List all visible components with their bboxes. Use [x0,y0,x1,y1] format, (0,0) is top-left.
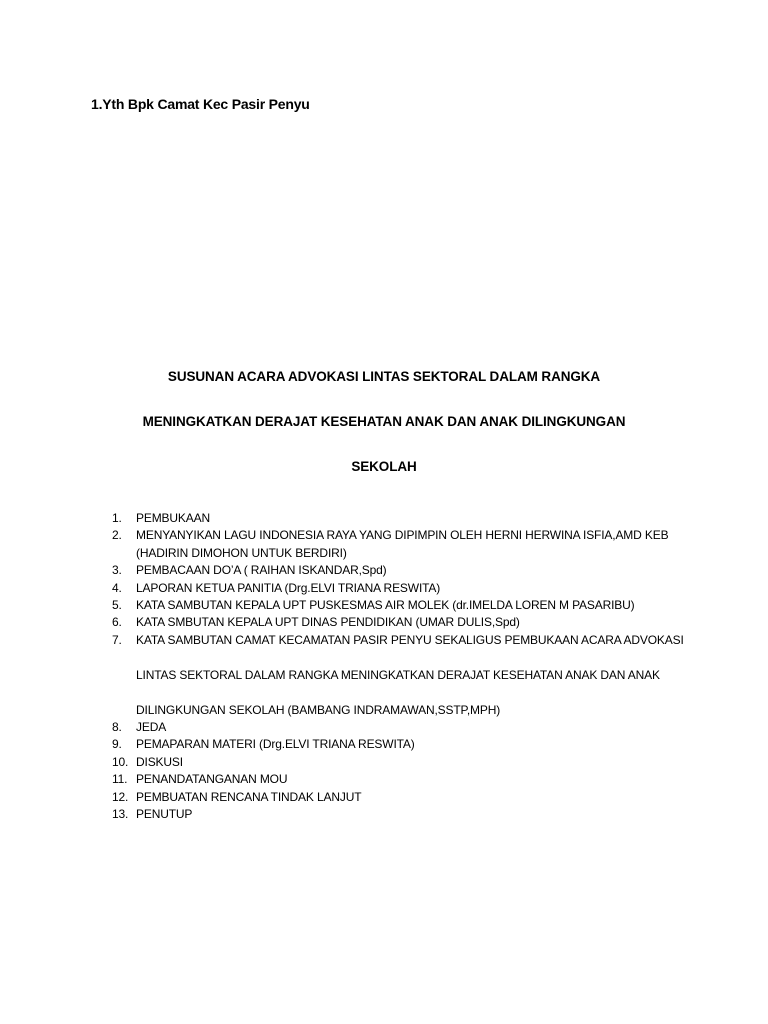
agenda-item-3 [0,562,768,579]
agenda-item-12 [0,789,768,806]
agenda-item-text: KATA SMBUTAN KEPALA UPT DINAS PENDIDIKAN (UMAR DULIS,Spd) [136,615,520,630]
agenda-item-text: PEMAPARAN MATERI (Drg.ELVI TRIANA RESWITA) [136,737,415,752]
agenda-item-text: PEMBACAAN DO’A ( RAIHAN ISKANDAR,Spd) [136,563,387,578]
agenda-title-line-2: MENINGKATKAN DERAJAT KESEHATAN ANAK DAN ANAK DILINGKUNGAN [142,414,626,429]
agenda-item-number: 6. [112,615,122,630]
agenda-item-number: 3. [112,563,122,578]
agenda-item-7 [0,632,768,649]
agenda-title-line-3: SEKOLAH [351,459,417,474]
agenda-item-text: KATA SAMBUTAN KEPALA UPT PUSKESMAS AIR MOLEK (dr.IMELDA LOREN M PASARIBU) [136,597,635,612]
agenda-item-2 [0,527,768,544]
agenda-item-number: 11. [112,772,128,787]
agenda-item-number: 2. [112,528,122,543]
agenda-item-4 [0,580,768,597]
agenda-item-text: PENUTUP [136,807,193,822]
agenda-item-8 [0,719,768,736]
agenda-item-text: LAPORAN KETUA PANITIA (Drg.ELVI TRIANA RESWITA) [136,580,441,595]
agenda-item-11 [0,771,768,788]
agenda-list [0,510,768,823]
agenda-item-text: PENANDATANGANAN MOU [136,772,288,787]
agenda-item-number: 13. [112,807,129,822]
agenda-item-number: 7. [112,632,122,647]
agenda-item-number: 5. [112,597,122,612]
agenda-item-text-continuation: DILINGKUNGAN SEKOLAH (BAMBANG INDRAMAWAN,SSTP,MPH) [136,702,501,717]
agenda-item-number: 1. [112,511,122,525]
agenda-item-2-continuation [0,545,768,562]
agenda-item-1 [0,510,768,527]
agenda-item-number: 4. [112,580,122,595]
agenda-item-text: DISKUSI [136,754,183,769]
agenda-item-13 [0,806,768,823]
agenda-item-number: 12. [112,789,129,804]
agenda-item-text: JEDA [136,720,167,735]
agenda-item-number: 10. [112,754,129,769]
agenda-item-9 [0,736,768,753]
agenda-item-5 [0,597,768,614]
agenda-item-text-continuation: LINTAS SEKTORAL DALAM RANGKA MENINGKATKAN DERAJAT KESEHATAN ANAK DAN ANAK [136,667,660,682]
agenda-title-line-1: SUSUNAN ACARA ADVOKASI LINTAS SEKTORAL DALAM RANGKA [167,369,601,384]
agenda-item-7-continuation [0,702,768,719]
agenda-item-10 [0,754,768,771]
agenda-item-text: PEMBUKAAN [136,511,211,525]
addressee-line: 1.Yth Bpk Camat Kec Pasir Penyu [91,96,310,112]
agenda-item-number: 9. [112,737,122,752]
agenda-item-text: KATA SAMBUTAN CAMAT KECAMATAN PASIR PENYU SEKALIGUS PEMBUKAAN ACARA ADVOKASI [136,632,684,647]
agenda-item-text: PEMBUATAN RENCANA TINDAK LANJUT [136,789,362,804]
agenda-item-7-continuation [0,667,768,684]
agenda-item-number: 8. [112,720,122,735]
agenda-item-text-continuation: (HADIRIN DIMOHON UNTUK BERDIRI) [136,545,347,560]
agenda-item-text: MENYANYIKAN LAGU INDONESIA RAYA YANG DIPIMPIN OLEH HERNI HERWINA ISFIA,AMD KEB [136,528,669,543]
agenda-item-6 [0,614,768,631]
